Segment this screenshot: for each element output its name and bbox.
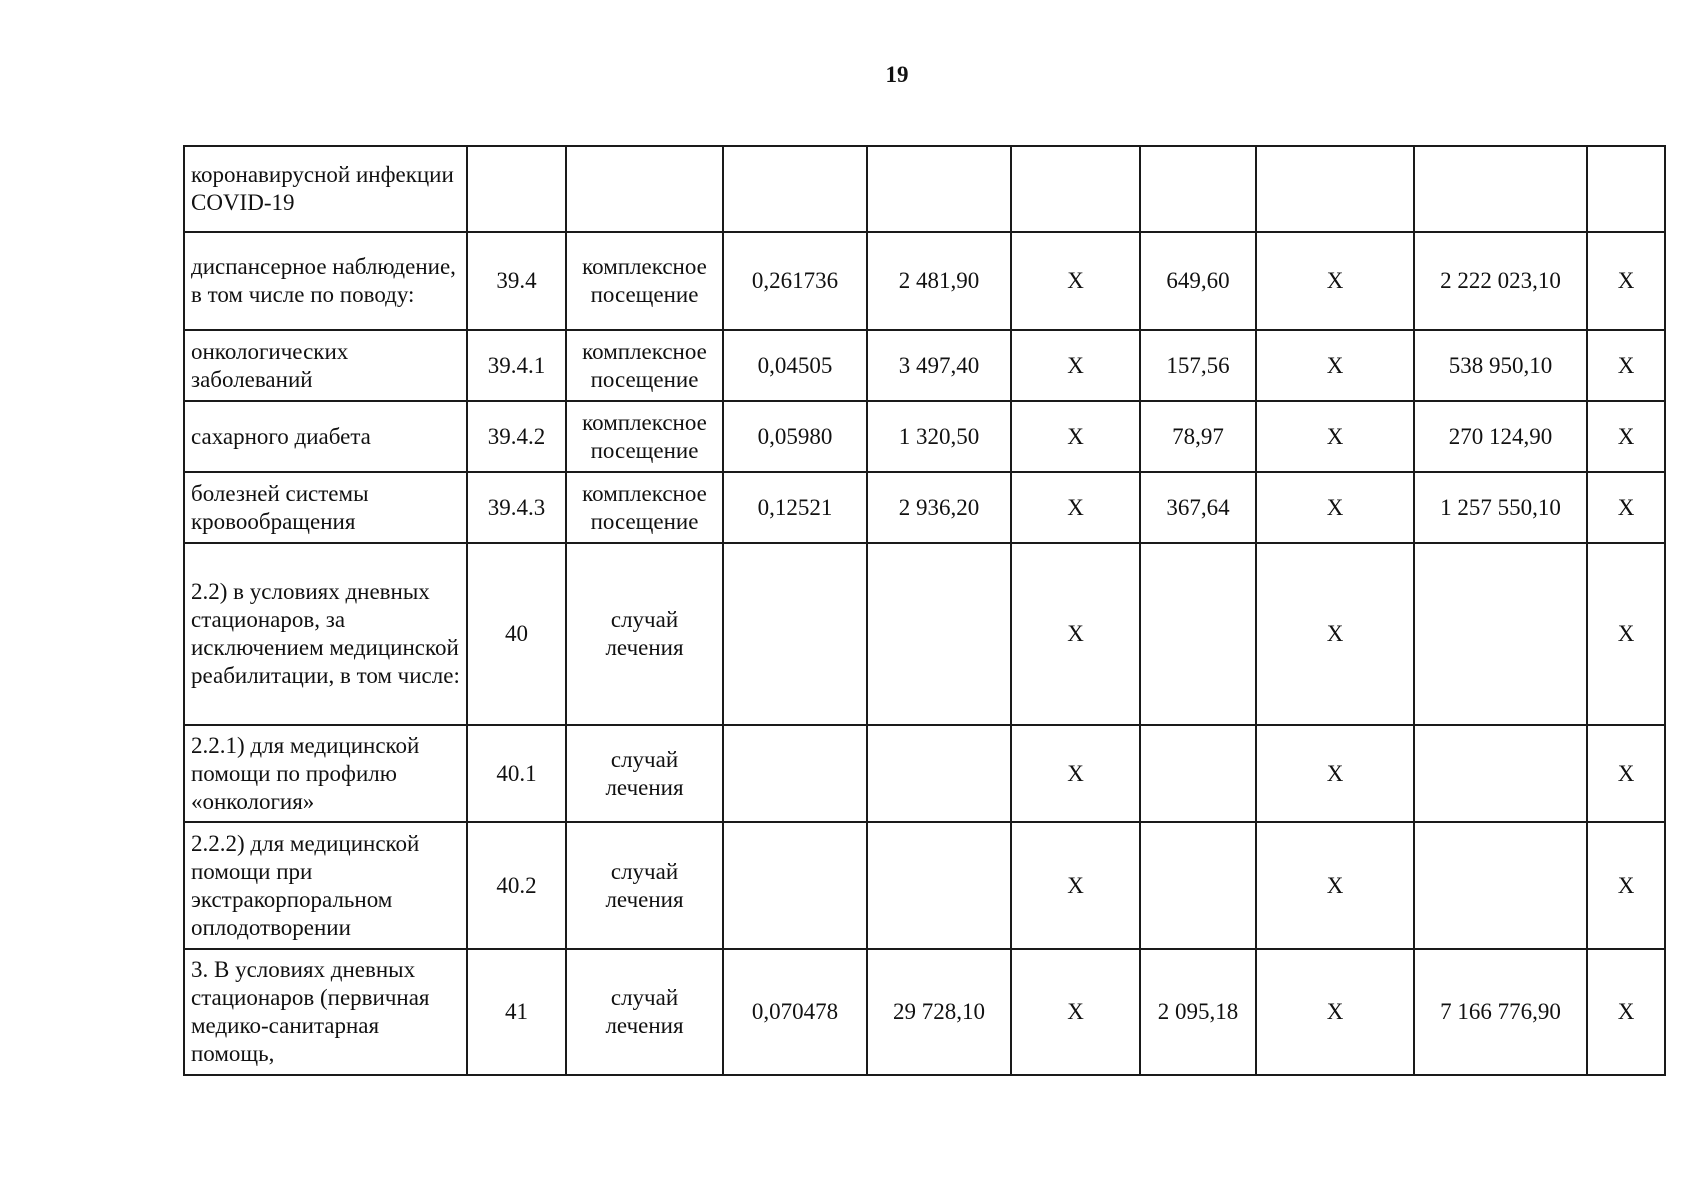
cell-total: 7 166 776,90	[1414, 949, 1587, 1075]
cell-col6: X	[1011, 725, 1140, 822]
cell-per-capita	[1140, 146, 1256, 232]
cell-col6: X	[1011, 232, 1140, 330]
cell-name: онкологических заболеваний	[184, 330, 467, 401]
cell-per-capita	[1140, 725, 1256, 822]
cell-per-capita: 367,64	[1140, 472, 1256, 543]
cell-col8: X	[1256, 949, 1414, 1075]
cell-col8: X	[1256, 401, 1414, 472]
table-row	[184, 401, 1665, 472]
cell-col8: X	[1256, 330, 1414, 401]
cell-code	[467, 146, 566, 232]
cell-name: 2.2.1) для медицинской помощи по профилю «онкология»	[184, 725, 467, 822]
cell-norm: 0,12521	[723, 472, 867, 543]
cell-norm	[723, 725, 867, 822]
cell-unit: случай лечения	[566, 822, 723, 949]
cell-unit: комплексное посещение	[566, 330, 723, 401]
table-row	[184, 330, 1665, 401]
data-table	[183, 145, 1666, 1076]
cell-unit	[566, 146, 723, 232]
cell-col8: X	[1256, 822, 1414, 949]
cell-unit: случай лечения	[566, 725, 723, 822]
cell-col10: X	[1587, 725, 1665, 822]
cell-col6: X	[1011, 472, 1140, 543]
cell-norm	[723, 146, 867, 232]
cell-cost: 2 936,20	[867, 472, 1011, 543]
cell-unit: случай лечения	[566, 543, 723, 725]
cell-col6	[1011, 146, 1140, 232]
cell-col10: X	[1587, 330, 1665, 401]
cell-col6: X	[1011, 949, 1140, 1075]
cell-norm: 0,05980	[723, 401, 867, 472]
cell-total	[1414, 543, 1587, 725]
table-row	[184, 472, 1665, 543]
table-row	[184, 725, 1665, 822]
cell-name: 3. В условиях дневных стационаров (первичная медико-санитарная помощь,	[184, 949, 467, 1075]
cell-code: 39.4.1	[467, 330, 566, 401]
cell-unit: комплексное посещение	[566, 401, 723, 472]
cell-norm: 0,04505	[723, 330, 867, 401]
cell-name: сахарного диабета	[184, 401, 467, 472]
cell-col10: X	[1587, 949, 1665, 1075]
cell-total	[1414, 725, 1587, 822]
table-body	[184, 146, 1665, 1075]
cell-cost	[867, 146, 1011, 232]
cell-unit: случай лечения	[566, 949, 723, 1075]
cell-total: 270 124,90	[1414, 401, 1587, 472]
cell-cost: 3 497,40	[867, 330, 1011, 401]
cell-code: 39.4	[467, 232, 566, 330]
cell-per-capita	[1140, 543, 1256, 725]
table-row	[184, 146, 1665, 232]
cell-total	[1414, 822, 1587, 949]
cell-total	[1414, 146, 1587, 232]
cell-total: 538 950,10	[1414, 330, 1587, 401]
table-row	[184, 232, 1665, 330]
cell-per-capita	[1140, 822, 1256, 949]
cell-name: 2.2) в условиях дневных стационаров, за исключением медицинской реабилитации, в том числе:	[184, 543, 467, 725]
cell-total: 2 222 023,10	[1414, 232, 1587, 330]
cell-name: диспансерное наблюдение, в том числе по поводу:	[184, 232, 467, 330]
cell-cost: 29 728,10	[867, 949, 1011, 1075]
cell-unit: комплексное посещение	[566, 472, 723, 543]
cell-col10: X	[1587, 401, 1665, 472]
table-row	[184, 822, 1665, 949]
cell-code: 39.4.3	[467, 472, 566, 543]
cell-name: болезней системы кровообращения	[184, 472, 467, 543]
table-row	[184, 543, 1665, 725]
cell-col10: X	[1587, 822, 1665, 949]
cell-norm: 0,261736	[723, 232, 867, 330]
cell-cost: 2 481,90	[867, 232, 1011, 330]
cell-col8: X	[1256, 543, 1414, 725]
page-number: 19	[885, 62, 909, 87]
cell-per-capita: 2 095,18	[1140, 949, 1256, 1075]
cell-col8	[1256, 146, 1414, 232]
cell-code: 40.2	[467, 822, 566, 949]
cell-per-capita: 78,97	[1140, 401, 1256, 472]
cell-unit: комплексное посещение	[566, 232, 723, 330]
cell-norm	[723, 543, 867, 725]
cell-col8: X	[1256, 472, 1414, 543]
cell-norm	[723, 822, 867, 949]
cell-name: коронавирусной инфекции COVID-19	[184, 146, 467, 232]
cell-name: 2.2.2) для медицинской помощи при экстракорпоральном оплодотворении	[184, 822, 467, 949]
cell-code: 40	[467, 543, 566, 725]
cell-cost: 1 320,50	[867, 401, 1011, 472]
cell-col6: X	[1011, 543, 1140, 725]
cell-per-capita: 157,56	[1140, 330, 1256, 401]
cell-col8: X	[1256, 725, 1414, 822]
cell-per-capita: 649,60	[1140, 232, 1256, 330]
cell-norm: 0,070478	[723, 949, 867, 1075]
cell-code: 39.4.2	[467, 401, 566, 472]
cell-col10: X	[1587, 543, 1665, 725]
cell-total: 1 257 550,10	[1414, 472, 1587, 543]
cell-col10	[1587, 146, 1665, 232]
cell-cost	[867, 543, 1011, 725]
cell-col8: X	[1256, 232, 1414, 330]
cell-col6: X	[1011, 822, 1140, 949]
cell-cost	[867, 725, 1011, 822]
cell-col10: X	[1587, 472, 1665, 543]
cell-col6: X	[1011, 401, 1140, 472]
cell-cost	[867, 822, 1011, 949]
cell-col10: X	[1587, 232, 1665, 330]
cell-code: 40.1	[467, 725, 566, 822]
cell-col6: X	[1011, 330, 1140, 401]
table-row	[184, 949, 1665, 1075]
cell-code: 41	[467, 949, 566, 1075]
